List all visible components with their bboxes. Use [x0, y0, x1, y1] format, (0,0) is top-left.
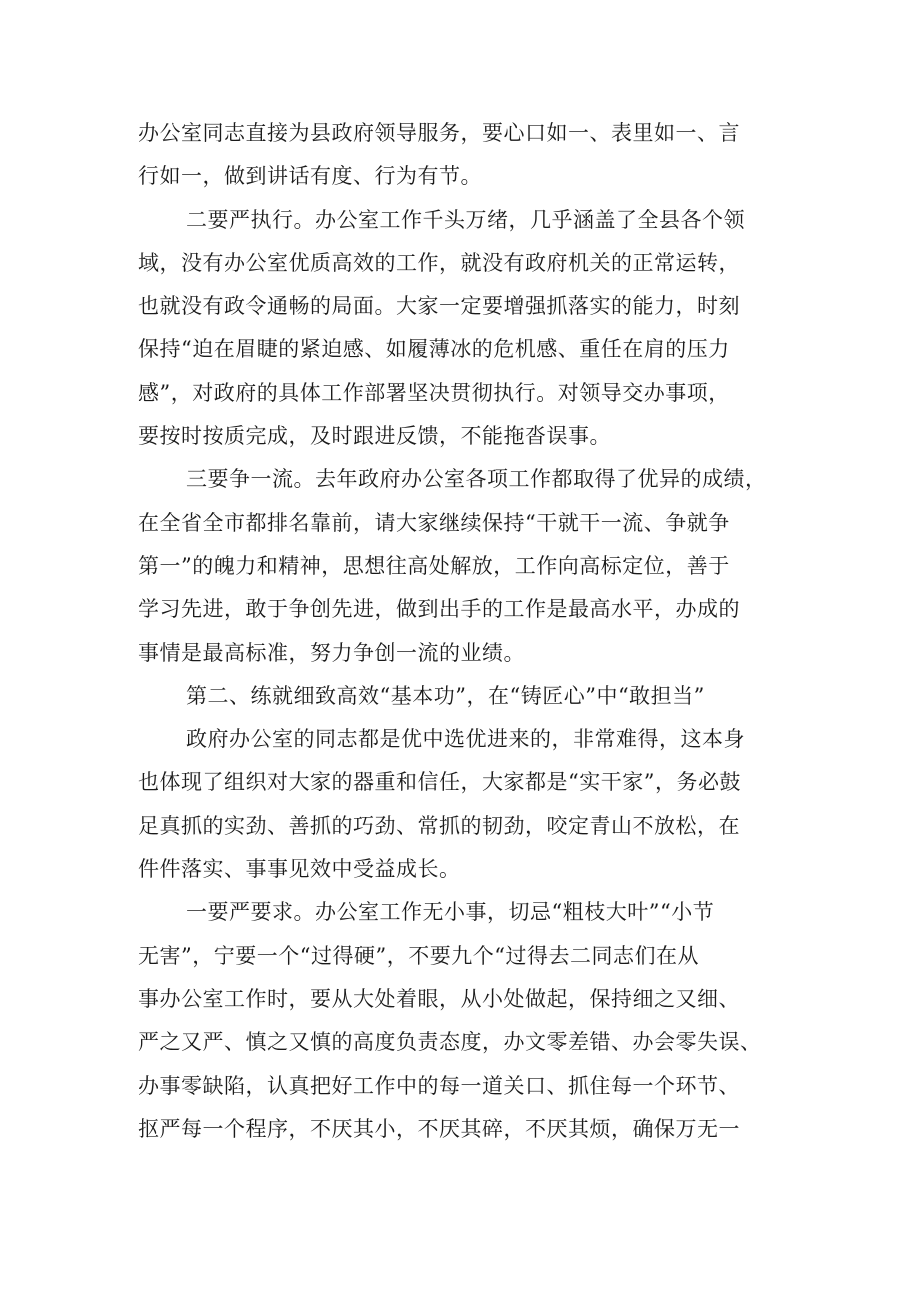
text-line: 办事零缺陷，认真把好工作中的每一道关口、抓住每一个环节、: [138, 1073, 740, 1098]
text-line: 学习先进，敢于争创先进，做到出手的工作是最高水平，办成的: [138, 597, 740, 622]
text-line: 严之又严、慎之又慎的高度负责态度，办文零差错、办会零失误、: [138, 1030, 762, 1055]
text-line: 保持“迫在眉睫的紧迫感、如履薄冰的危机感、重任在肩的压力: [138, 337, 730, 362]
text-line: 足真抓的实劲、善抓的巧劲、常抓的韧劲，咬定青山不放松，在: [138, 813, 740, 838]
text-line: 感”，对政府的具体工作部署坚决贯彻执行。对领导交办事项，: [138, 380, 730, 405]
text-line: 事办公室工作时，要从大处着眼，从小处做起，保持细之又细、: [138, 986, 740, 1011]
paragraph-start-line: 二要严执行。办公室工作千头万绪，几乎涵盖了全县各个领: [186, 207, 745, 232]
text-line: 办公室同志直接为县政府领导服务，要心口如一、表里如一、言: [138, 121, 740, 145]
text-line: 在全省全市都排名靠前，请大家继续保持“干就干一流、争就争: [138, 510, 730, 535]
text-line: 第一”的魄力和精神，思想往高处解放，工作向高标定位，善于: [138, 553, 730, 578]
text-line: 也就没有政令通畅的局面。大家一定要增强抓落实的能力，时刻: [138, 294, 740, 319]
document-body: [138, 112, 798, 1151]
text-line: 事情是最高标准，努力争创一流的业绩。: [138, 640, 525, 665]
text-line: 要按时按质完成，及时跟进反馈，不能拖沓误事。: [138, 424, 611, 449]
paragraph-start-line: 三要争一流。去年政府办公室各项工作都取得了优异的成绩，: [186, 467, 767, 492]
text-line: 行如一，做到讲话有度、行为有节。: [138, 164, 482, 189]
text-line: 件件落实、事事见效中受益成长。: [138, 857, 461, 882]
paragraph-start-line: 政府办公室的同志都是优中选优进来的，非常难得，这本身: [186, 727, 745, 752]
section-heading: 第二、练就细致高效“基本功”，在“铸匠心”中“敢担当”: [186, 683, 705, 708]
text-line: 也体现了组织对大家的器重和信任，大家都是“实干家”，务必鼓: [138, 770, 741, 795]
paragraph-start-line: 一要严要求。办公室工作无小事，切忌“粗枝大叶”“小节: [186, 900, 715, 925]
text-line: 抠严每一个程序，不厌其小，不厌其碎，不厌其烦，确保万无一: [138, 1116, 740, 1141]
text-line: 无害”，宁要一个“过得硬”，不要九个“过得去二同志们在从: [138, 943, 699, 968]
text-line: 域，没有办公室优质高效的工作，就没有政府机关的正常运转，: [138, 250, 740, 275]
